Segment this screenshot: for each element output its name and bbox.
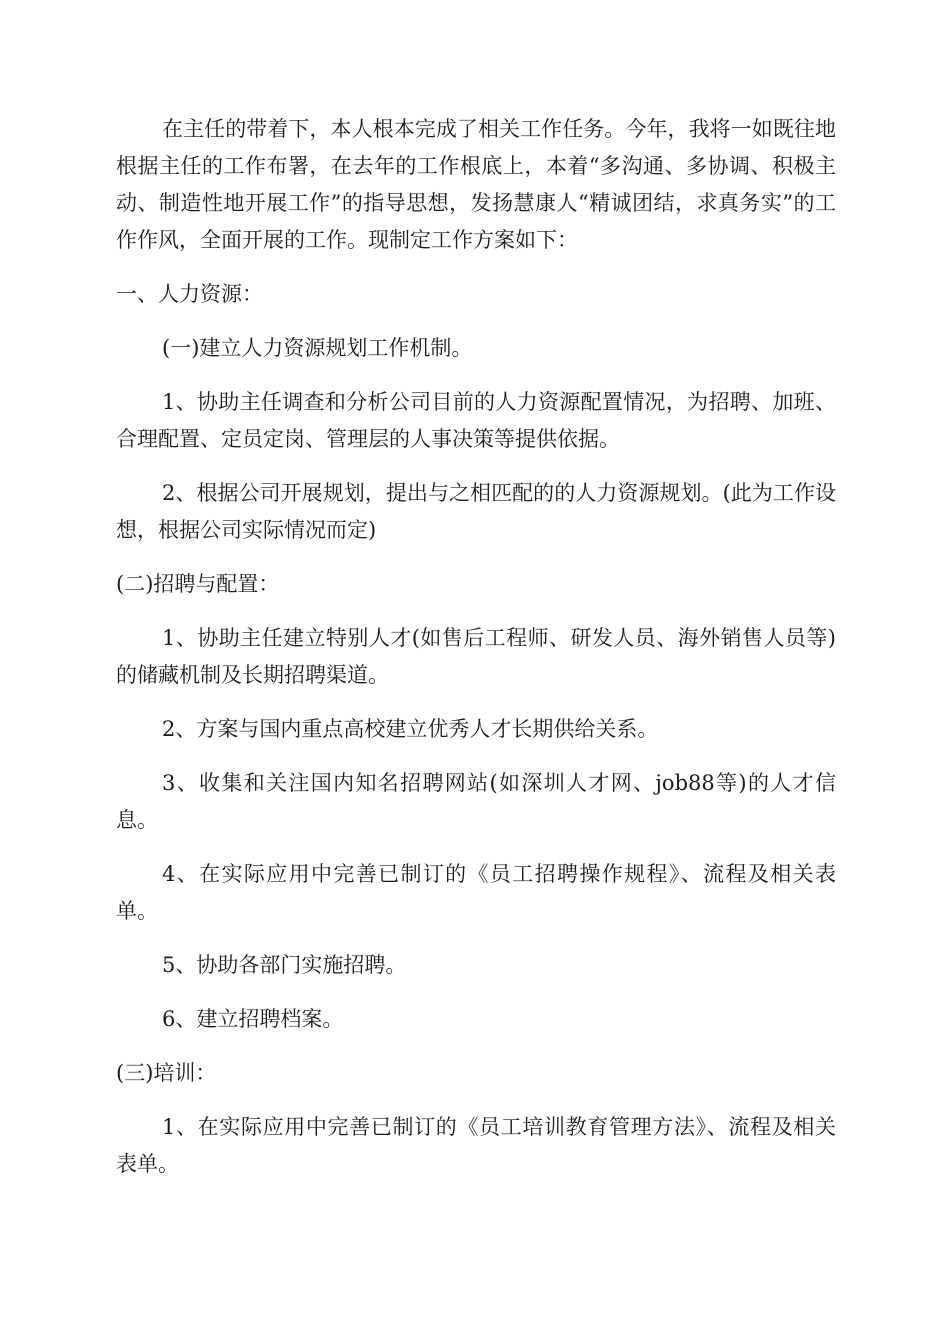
list-item: 2、根据公司开展规划，提出与之相匹配的的人力资源规划。(此为工作设想，根据公司实际情况而定) <box>116 481 836 542</box>
list-item: 3、收集和关注国内知名招聘网站(如深圳人才网、job88等)的人才信息。 <box>116 771 836 832</box>
list-item: 6、建立招聘档案。 <box>162 1007 344 1031</box>
section-heading-human-resources: 一、人力资源： <box>116 282 263 306</box>
list-item: 4、在实际应用中完善已制订的《员工招聘操作规程》、流程及相关表单。 <box>116 862 836 923</box>
list-item: 1、协助主任调查和分析公司目前的人力资源配置情况，为招聘、加班、合理配置、定员定岗、管理层的人事决策等提供依据。 <box>116 390 836 451</box>
list-item: 5、协助各部门实施招聘。 <box>162 953 407 977</box>
list-item: 2、方案与国内重点高校建立优秀人才长期供给关系。 <box>162 717 659 741</box>
subsection-heading-training: (三)培训： <box>116 1061 217 1085</box>
subsection-heading-recruitment: (二)招聘与配置： <box>116 572 280 596</box>
list-item: 1、在实际应用中完善已制订的《员工培训教育管理方法》、流程及相关表单。 <box>116 1115 836 1176</box>
document-body <box>116 111 836 1200</box>
subsection-heading-planning: (一)建立人力资源规划工作机制。 <box>162 336 473 360</box>
intro-paragraph: 在主任的带着下，本人根本完成了相关工作任务。今年，我将一如既往地根据主任的工作布署，在去年的工作根底上，本着“多沟通、多协调、积极主动、制造性地开展工作”的指导思想，发扬慧康人“精诚团结，求真务实”的工作作风，全面开展的工作。现制定工作方案如下： <box>116 117 836 252</box>
list-item: 1、协助主任建立特别人才(如售后工程师、研发人员、海外销售人员等)的储藏机制及长期招聘渠道。 <box>116 626 836 687</box>
